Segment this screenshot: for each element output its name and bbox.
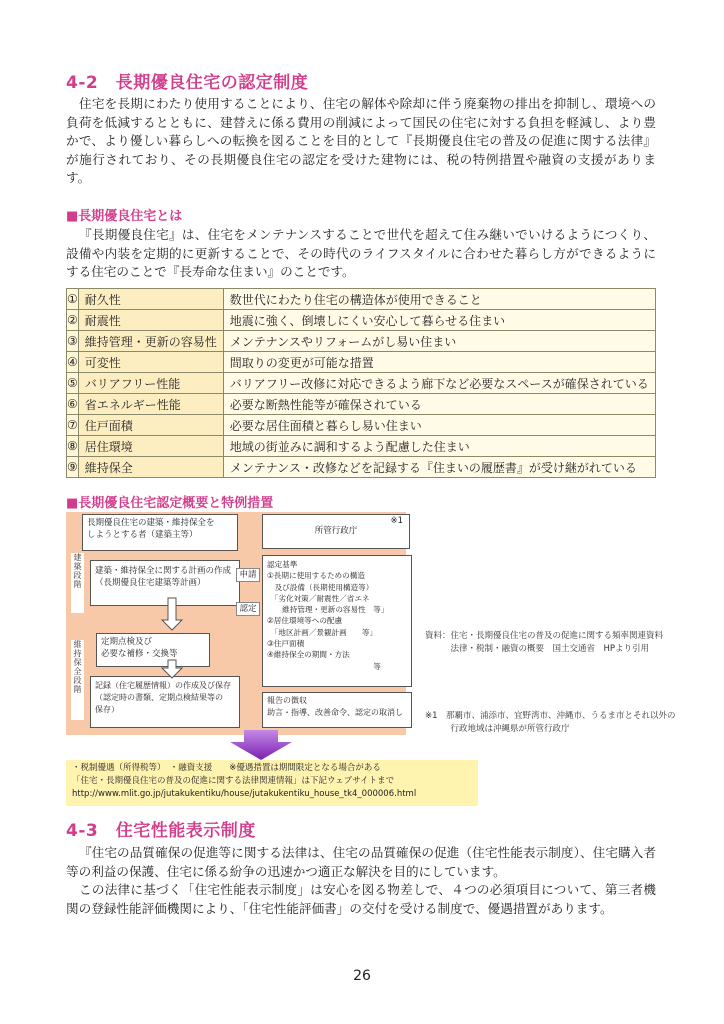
feature-num: ① [67,289,79,310]
feature-name: 耐久性 [78,289,223,310]
paragraph: 『住宅の品質確保の促進等に関する法律は、住宅の品質確保の促進（住宅性能表示制度）、住宅購入者等の利益の保護、住宅に係る紛争の迅速かつ適正な解決を目的にしています。 [66,845,656,879]
apply-label: 申請 [236,568,260,582]
table-row [67,436,656,457]
table-row [67,457,656,478]
table-row [67,352,656,373]
feature-name: 居住環境 [78,436,223,457]
feature-desc: メンテナンス・改修などを記録する『住まいの履歴書』が受け継がれている [223,457,655,478]
table-row [67,373,656,394]
section-4-3-heading: 4-3 住宅性能表示制度 [66,821,256,841]
paragraph: 『長期優良住宅』は、住宅をメンテナンスすることで世代を超えて住み継いでいけるようにつくり、設備や内装を定期的に更新することで、その時代のライフスタイルに合わせた暮らし方ができるようにする住宅のことで『長寿命な住まい』のことです。 [66,227,656,280]
subheading-overview: ■長期優良住宅認定概要と特例措置 [66,496,274,511]
table-row [67,415,656,436]
feature-name: 維持保全 [78,457,223,478]
feature-num: ⑧ [67,436,79,457]
certify-label: 認定 [236,602,260,616]
feature-num: ⑦ [67,415,79,436]
feature-num: ⑨ [67,457,79,478]
feature-num: ④ [67,352,79,373]
feature-num: ⑥ [67,394,79,415]
feature-num: ③ [67,331,79,352]
support-box: ・税制優遇（所得税等） ・融資支援 ※優遇措置は期間限定となる場合がある 「住宅・長期優良住宅の普及の促進に関する法律関連情報」は下記ウェブサイトまで http://www.mlit.go.jp/jutakukentiku/house/jutakukentiku_house_tk4_000006.html [66,760,478,806]
feature-desc: 地震に強く、倒壊しにくい安心して暮らせる住まい [223,310,655,331]
down-arrow-icon [228,730,294,760]
applicant-box: 長期優良住宅の建築・維持保全を しようとする者（建築主等） [82,514,238,551]
feature-desc: 地域の街並みに調和するよう配慮した住まい [223,436,655,457]
source-note: 資料：住宅・長期優良住宅の普及の促進に関する頻率関連資料 法律・税制・融資の概要 国土交通省 HPより引用 [425,631,664,654]
footnote: ※1 那覇市、浦添市、宜野湾市、沖縄市、うるま市とそれ以外の 行政地域は沖縄県が所管行政庁 [425,711,676,734]
feature-num: ② [67,310,79,331]
authority-label: 所管行政庁 [314,526,358,536]
plan-box: 建築・維持保全に関する計画の作成 （長期優良住宅建築等計画） [90,560,240,606]
feature-desc: 間取りの変更が可能な措置 [223,352,655,373]
section-4-2-body [66,95,656,188]
feature-name: 省エネルギー性能 [78,394,223,415]
table-row [67,289,656,310]
side-label-build: 建築段階 [71,553,84,613]
side-label-maintenance: 維持保全段階 [71,640,84,720]
feature-name: 耐震性 [78,310,223,331]
table-row [67,331,656,352]
features-table [66,288,656,478]
report-box: 報告の徴収 助言・指導、改善命令、認定の取消し [262,692,412,728]
feature-name: 可変性 [78,352,223,373]
section-4-3-body [66,844,656,918]
feature-desc: 必要な断熱性能等が確保されている [223,394,655,415]
inspection-box: 定期点検及び 必要な補修・交換等 [96,633,210,667]
table-row [67,394,656,415]
feature-num: ⑤ [67,373,79,394]
feature-desc: バリアフリー改修に対応できるよう廊下など必要なスペースが確保されている [223,373,655,394]
feature-name: バリアフリー性能 [78,373,223,394]
what-is-body [66,226,656,282]
feature-name: 維持管理・更新の容易性 [78,331,223,352]
authority-box [262,514,410,549]
feature-name: 住戸面積 [78,415,223,436]
authority-note: ※1 [390,516,403,526]
flow-arrows [140,590,200,680]
section-4-2-heading: 4-2 長期優良住宅の認定制度 [66,73,309,93]
criteria-box: 認定基準 ①長期に使用するための構造 及び設備（長期使用構造等） 「劣化対策／耐震性／省エネ 維持管理・更新の容易性 等」 ②居住環境等への配慮 「地区計画／景観計画 等」 ③住戸面積 ④維持保全の期間・方法 等 [262,555,412,687]
paragraph: 住宅を長期にわたり使用することにより、住宅の解体や除却に伴う廃棄物の排出を抑制し、環境への負荷を低減するとともに、建替えに係る費用の削減によって国民の住宅に対する負担を軽減し、より豊かで、より優しい暮らしへの転換を図ることを目的として『長期優良住宅の普及の促進に関する法律』が施行されており、その長期優良住宅の認定を受けた建物には、税の特例措置や融資の支援があります。 [66,96,656,186]
table-row [67,310,656,331]
feature-desc: メンテナンスやリフォームがし易い住まい [223,331,655,352]
subheading-what-is: ■長期優良住宅とは [66,209,183,224]
feature-desc: 数世代にわたり住宅の構造体が使用できること [223,289,655,310]
record-box: 記録（住宅履歴情報）の作成及び保存 （認定時の書類、定期点検結果等の 保存） [90,676,240,728]
feature-desc: 必要な居住面積と暮らし易い住まい [223,415,655,436]
paragraph: この法律に基づく「住宅性能表示制度」は安心を図る物差しで、４つの必須項目について、第三者機関の登録性能評価機関により、「住宅性能評価書」の交付を受ける制度で、優遇措置があります。 [66,882,656,916]
page-number: 26 [353,968,371,984]
